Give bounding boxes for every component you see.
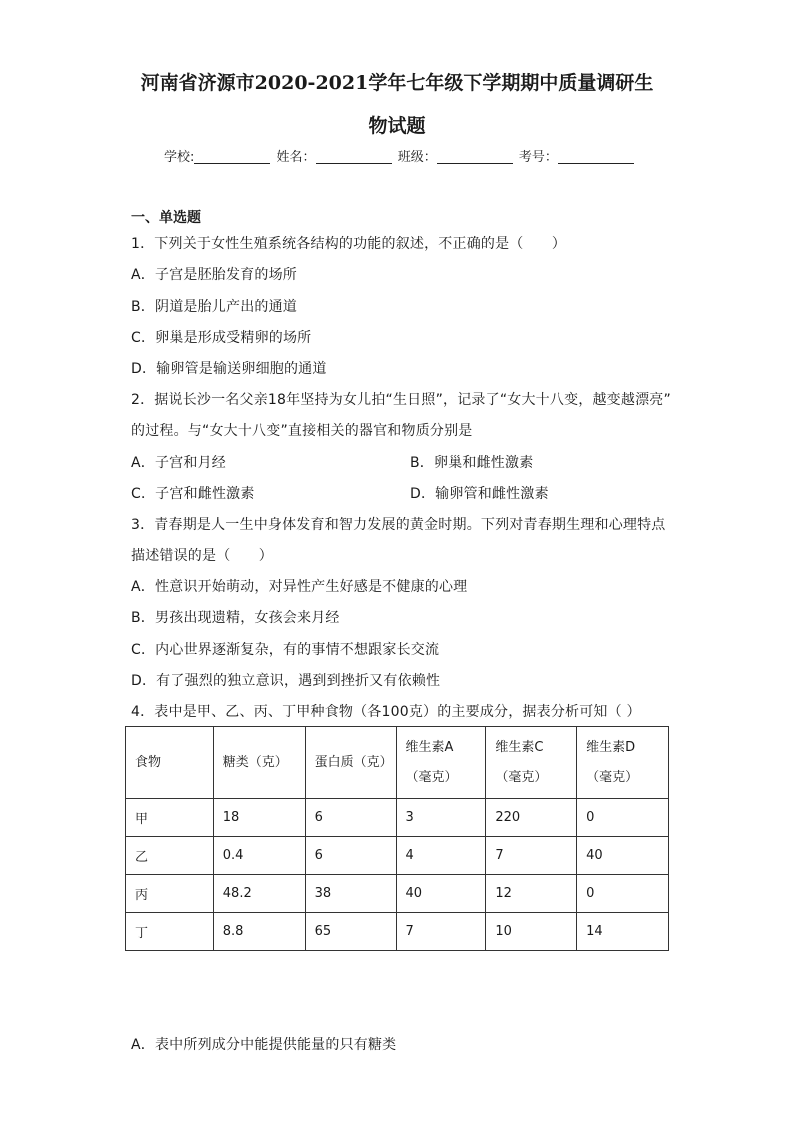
q1-stem: 1．下列关于女性生殖系统各结构的功能的叙述，不正确的是（ ） — [131, 236, 567, 252]
section-heading: 一、单选题 — [131, 210, 201, 226]
table-row — [126, 837, 669, 875]
title-line-1: 河南省济源市2020-2021学年七年级下学期期中质量调研生 — [140, 72, 654, 94]
q3-option-c: C．内心世界逐渐复杂，有的事情不想跟家长交流 — [131, 642, 440, 658]
q3-stem-line-2: 描述错误的是（ ） — [131, 548, 273, 564]
table-cell: 7 — [396, 913, 486, 951]
q2-stem-line-1: 2．据说长沙一名父亲18年坚持为女儿拍“生日照”，记录了“女大十八变，越变越漂亮” — [131, 392, 671, 408]
q2-option-d: D．输卵管和雌性激素 — [410, 486, 549, 502]
class-blank — [437, 149, 513, 164]
table-cell: 丁 — [126, 913, 214, 951]
table-header-row — [126, 727, 669, 799]
table-cell: 7 — [486, 837, 577, 875]
table-cell: 12 — [486, 875, 577, 913]
table-cell: 0 — [577, 875, 669, 913]
table-cell: 10 — [486, 913, 577, 951]
q3-option-b: B．男孩出现遗精，女孩会来月经 — [131, 610, 340, 626]
q3-option-d: D．有了强烈的独立意识，遇到到挫折又有依赖性 — [131, 673, 441, 689]
header-carbs: 糖类（克） — [213, 727, 305, 799]
header-vitamin-d: 维生素D （毫克） — [577, 727, 669, 799]
header-protein: 蛋白质（克） — [305, 727, 396, 799]
table-cell: 3 — [396, 799, 486, 837]
table-cell: 甲 — [126, 799, 214, 837]
q4-stem: 4．表中是甲、乙、丙、丁甲种食物（各100克）的主要成分，据表分析可知（ ） — [131, 704, 641, 720]
table-cell: 65 — [305, 913, 396, 951]
table-cell: 乙 — [126, 837, 214, 875]
table-row — [126, 799, 669, 837]
q2-stem-line-2: 的过程。与“女大十八变”直接相关的器官和物质分别是 — [131, 423, 473, 439]
table-cell: 6 — [305, 799, 396, 837]
exam-no-label: 考号： — [518, 150, 558, 165]
table-cell: 6 — [305, 837, 396, 875]
table-cell: 220 — [486, 799, 577, 837]
q4-option-a: A．表中所列成分中能提供能量的只有糖类 — [131, 1037, 397, 1053]
name-blank — [316, 149, 392, 164]
exam-no-blank — [558, 149, 634, 164]
school-blank — [194, 149, 270, 164]
header-vitamin-c: 维生素C （毫克） — [486, 727, 577, 799]
q1-option-c: C．卵巢是形成受精卵的场所 — [131, 330, 312, 346]
header-food: 食物 — [126, 727, 214, 799]
table-cell: 48.2 — [213, 875, 305, 913]
table-cell: 4 — [396, 837, 486, 875]
q3-option-a: A．性意识开始萌动，对异性产生好感是不健康的心理 — [131, 579, 468, 595]
name-label: 姓名： — [276, 150, 316, 165]
q1-option-a: A．子宫是胚胎发育的场所 — [131, 267, 297, 283]
table-cell: 14 — [577, 913, 669, 951]
table-cell: 40 — [396, 875, 486, 913]
q2-option-b: B．卵巢和雌性激素 — [410, 455, 534, 471]
table-cell: 8.8 — [213, 913, 305, 951]
table-cell: 0 — [577, 799, 669, 837]
nutrition-table — [125, 726, 669, 951]
q2-option-c: C．子宫和雌性激素 — [131, 486, 255, 502]
table-cell: 38 — [305, 875, 396, 913]
q3-stem-line-1: 3．青春期是人一生中身体发育和智力发展的黄金时期。下列对青春期生理和心理特点 — [131, 517, 666, 533]
student-info-row — [164, 146, 636, 165]
table-cell: 丙 — [126, 875, 214, 913]
school-label: 学校: — [164, 150, 195, 165]
q1-option-d: D．输卵管是输送卵细胞的通道 — [131, 361, 327, 377]
title-line-2: 物试题 — [368, 115, 426, 137]
q2-option-a: A．子宫和月经 — [131, 455, 226, 471]
q1-option-b: B．阴道是胎儿产出的通道 — [131, 299, 298, 315]
class-label: 班级： — [397, 150, 437, 165]
table-cell: 18 — [213, 799, 305, 837]
header-vitamin-a: 维生素A （毫克） — [396, 727, 486, 799]
table-cell: 40 — [577, 837, 669, 875]
table-row — [126, 913, 669, 951]
table-row — [126, 875, 669, 913]
table-cell: 0.4 — [213, 837, 305, 875]
